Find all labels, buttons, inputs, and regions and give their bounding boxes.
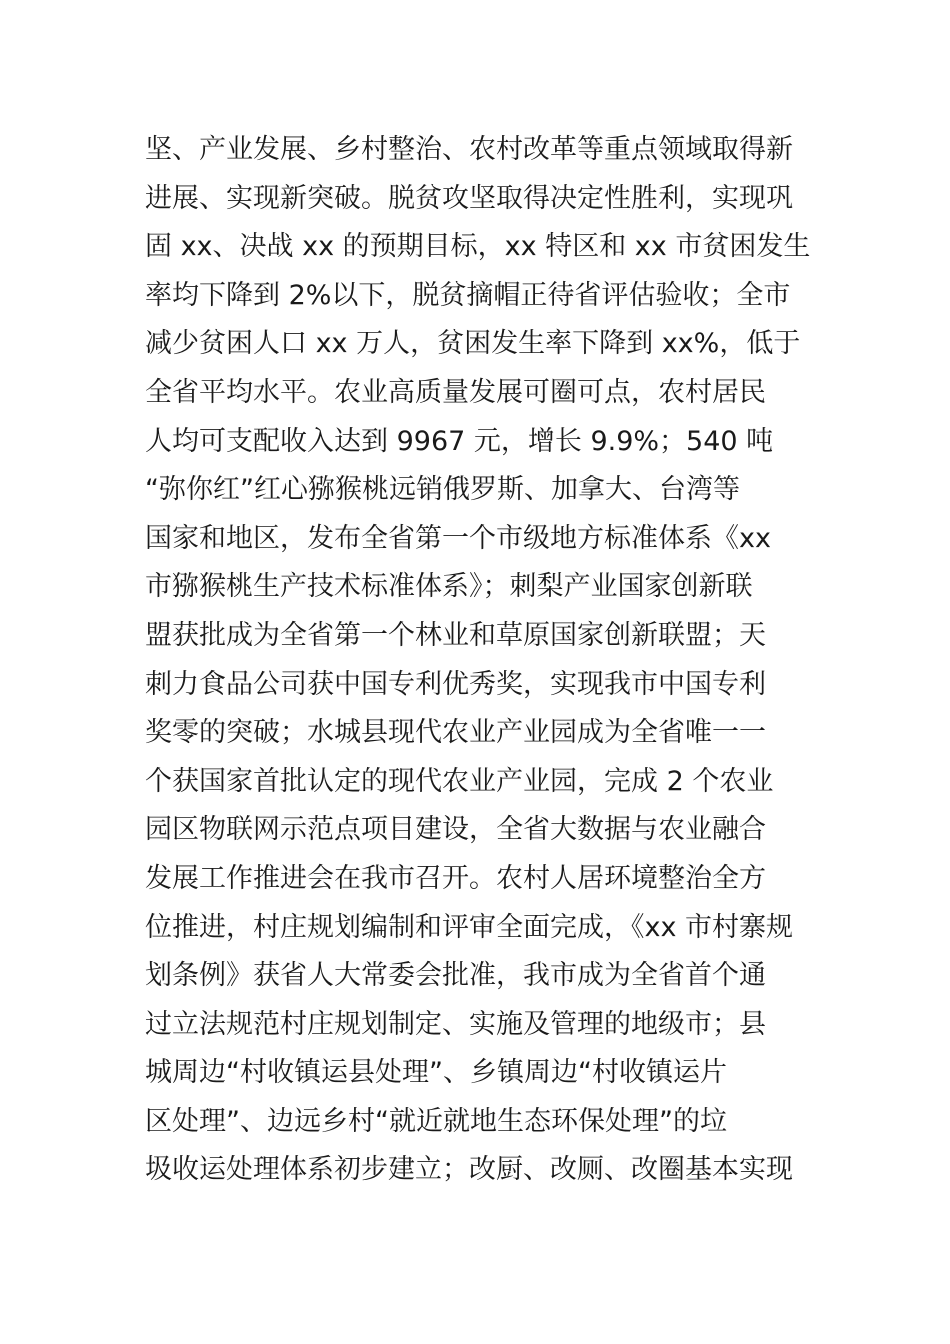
text-line-9: 国家和地区，发布全省第一个市级地方标准体系《xx (145, 522, 771, 554)
text-line-18: 划条例》获省人大常委会批准，我市成为全省首个通 (145, 960, 766, 992)
text-line-11: 盟获批成为全省第一个林业和草原国家创新联盟；天 (145, 619, 766, 651)
text-line-21: 区处理”、边远乡村“就近就地生态环保处理”的垃 (145, 1105, 727, 1137)
text-line-10: 市猕猴桃生产技术标准体系》；刺梨产业国家创新联 (145, 571, 753, 603)
text-line-22: 圾收运处理体系初步建立；改厨、改厕、改圈基本实现 (145, 1154, 793, 1186)
text-line-8: “弥你红”红心猕猴桃远销俄罗斯、加拿大、台湾等 (145, 474, 740, 506)
text-line-14: 个获国家首批认定的现代农业产业园，完成 2 个农业 (145, 765, 774, 797)
text-line-12: 刺力食品公司获中国专利优秀奖，实现我市中国专利 (145, 668, 766, 700)
text-line-19: 过立法规范村庄规划制定、实施及管理的地级市；县 (145, 1008, 766, 1040)
text-line-4: 率均下降到 2%以下，脱贫摘帽正待省评估验收；全市 (145, 279, 791, 311)
text-line-3: 固 xx、决战 xx 的预期目标，xx 特区和 xx 市贫困发生 (145, 231, 811, 263)
text-line-2: 进展、实现新突破。脱贫攻坚取得决定性胜利，实现巩 (145, 182, 793, 214)
text-line-16: 发展工作推进会在我市召开。农村人居环境整治全方 (145, 862, 766, 894)
text-line-15: 园区物联网示范点项目建设，全省大数据与农业融合 (145, 814, 766, 846)
text-line-7: 人均可支配收入达到 9967 元，增长 9.9%；540 吨 (145, 425, 774, 457)
text-line-1: 坚、产业发展、乡村整治、农村改革等重点领域取得新 (145, 134, 793, 165)
text-line-17: 位推进，村庄规划编制和评审全面完成，《xx 市村寨规 (145, 911, 794, 943)
text-line-13: 奖零的突破；水城县现代农业产业园成为全省唯一一 (145, 717, 766, 749)
body-text (145, 126, 825, 1195)
text-line-5: 减少贫困人口 xx 万人，贫困发生率下降到 xx%，低于 (145, 328, 801, 360)
text-line-20: 城周边“村收镇运县处理”、乡镇周边“村收镇运片 (145, 1057, 727, 1089)
text-line-6: 全省平均水平。农业高质量发展可圈可点，农村居民 (145, 376, 766, 408)
